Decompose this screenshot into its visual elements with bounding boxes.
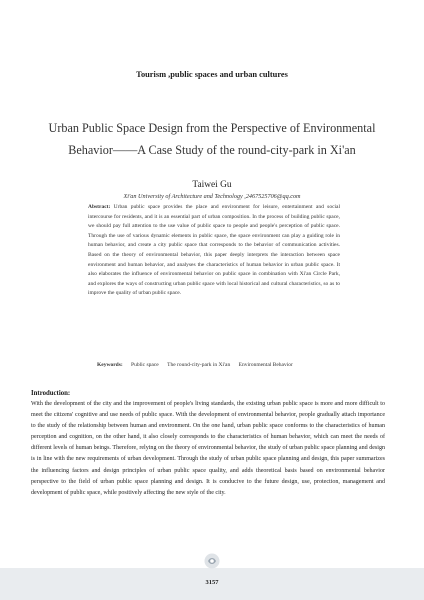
introduction-text: With the development of the city and the improvement of people's living standards, the existing urban public space is more and more difficult to meet the citizens' cognitive and use needs of public space. With the development of environmental behavior, people gradually attach importance to the study of the relationship between human and environment. On the one hand, urban public space conforms to the characteristics of human perception and cognition, on the other hand, it also closely corresponds to the characteristics of human behavior, which can meet the needs of different levels of human beings. Therefore, relying on the theory of environmental behavior, the study of urban public space planning and design is in line with the new requirements of urban development. Through the study of urban public space planning and design, this paper summarizes the influencing factors and design principles of urban public space quality, and adds theoretical basis based on environmental behavior perspective to the field of urban public space planning and design. It is conducive to the future design, use, protection, management and development of public space, while positively affecting the new style of the city. (31, 401, 385, 496)
abstract-text: Urban public space provides the place and environment for leisure, entertainment and social intercourse for residents, and it is an essential part of urban composition. In the process of building public space, we should pay full attention to the use value of public space to people and people's perception of public space. Through the use of various dynamic elements in public space, the space environment can play a guiding role in human behavior, and create a city public space that corresponds to the behavior of communication activities. Based on the theory of environmental behavior, this paper deeply interprets the interaction between space environment and human behavior, and analyses the characteristics of human behavior in urban public space. It also elaborates the influence of environmental behavior on public space in combination with Xi'an Circle Park, and explores the ways of constructing urban public space with local historical and cultural characteristics, so as to improve the quality of urban public space. (88, 204, 341, 297)
abstract (88, 203, 340, 299)
page-number: 3157 (205, 579, 219, 586)
introduction-heading: Introduction: (31, 390, 71, 397)
keywords (97, 362, 347, 368)
author-affiliation: Xi'an University of Architecture and Technology ,2467525706@qq.com (123, 193, 301, 200)
keyword: Environmental Behavior (238, 362, 293, 368)
keyword: The round-city-park in Xi'an (167, 362, 231, 368)
author-name: Taiwei Gu (192, 180, 232, 190)
publisher-logo-icon (204, 553, 220, 569)
keyword: Public space (131, 362, 159, 368)
abstract-label: Abstract: (88, 204, 111, 210)
running-header: Tourism ,public spaces and urban cultures (136, 70, 288, 79)
paper-title: Urban Public Space Design from the Perspective of Environmental Behavior——A Case Study of the round-city-park in Xi'an (48, 121, 376, 157)
keywords-label: Keywords: (97, 362, 123, 368)
